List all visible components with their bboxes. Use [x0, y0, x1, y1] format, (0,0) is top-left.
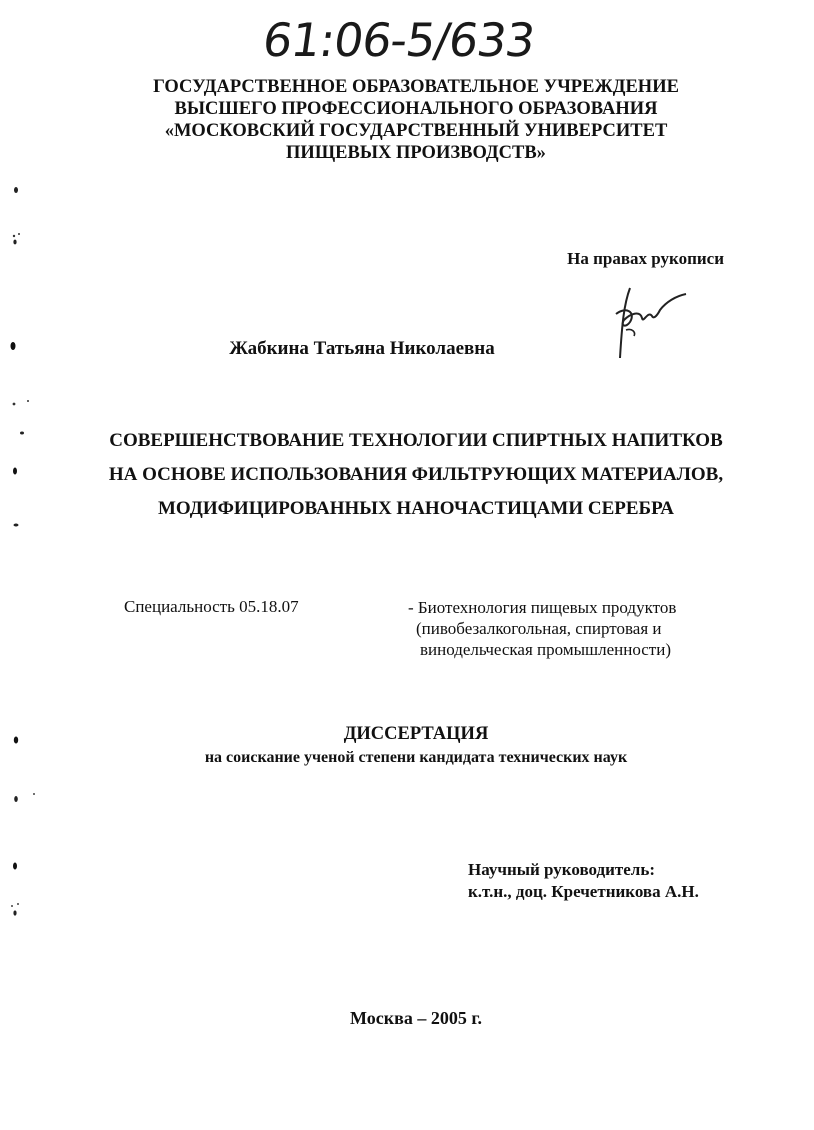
specialty-description	[408, 597, 676, 660]
institution-line: ВЫСШЕГО ПРОФЕССИОНАЛЬНОГО ОБРАЗОВАНИЯ	[174, 99, 658, 119]
specialty-desc-line: винодельческая промышленности)	[420, 640, 671, 659]
author-name: Жабкина Татьяна Николаевна	[229, 338, 495, 359]
advisor-label: Научный руководитель:	[468, 860, 655, 879]
degree-line: на соискание ученой степени кандидата технических наук	[204, 749, 628, 766]
manuscript-rights-note: На правах рукописи	[567, 249, 724, 268]
dissertation-topic	[18, 424, 814, 526]
city-year: Москва – 2005 г.	[350, 1008, 482, 1028]
handwritten-catalog-number	[259, 6, 538, 68]
handwritten-catalog-number-drawing	[259, 6, 538, 68]
specialty-desc-line: - Биотехнология пищевых продуктов	[408, 598, 677, 617]
institution-line: ГОСУДАРСТВЕННОЕ ОБРАЗОВАТЕЛЬНОЕ УЧРЕЖДЕНИЕ	[153, 77, 679, 97]
institution-line: ПИЩЕВЫХ ПРОИЗВОДСТВ»	[286, 143, 546, 163]
handwritten-catalog-number-text: 61:06-5/633	[259, 13, 538, 67]
topic-line: СОВЕРШЕНСТВОВАНИЕ ТЕХНОЛОГИИ СПИРТНЫХ НАПИТКОВ	[109, 430, 723, 451]
specialty-code: Специальность 05.18.07	[124, 597, 299, 616]
institution-line: «МОСКОВСКИЙ ГОСУДАРСТВЕННЫЙ УНИВЕРСИТЕТ	[164, 121, 668, 141]
topic-line: НА ОСНОВЕ ИСПОЛЬЗОВАНИЯ ФИЛЬТРУЮЩИХ МАТЕРИАЛОВ,	[108, 464, 724, 485]
topic-line: МОДИФИЦИРОВАННЫХ НАНОЧАСТИЦАМИ СЕРЕБРА	[158, 498, 674, 519]
specialty-desc-line: (пивобезалкогольная, спиртовая и	[416, 619, 662, 638]
scan-margin-marks	[0, 0, 40, 1130]
scientific-advisor	[468, 859, 699, 903]
document-type: ДИССЕРТАЦИЯ	[343, 724, 489, 744]
advisor-name: к.т.н., доц. Кречетникова А.Н.	[468, 882, 699, 901]
institution-name	[18, 76, 814, 164]
